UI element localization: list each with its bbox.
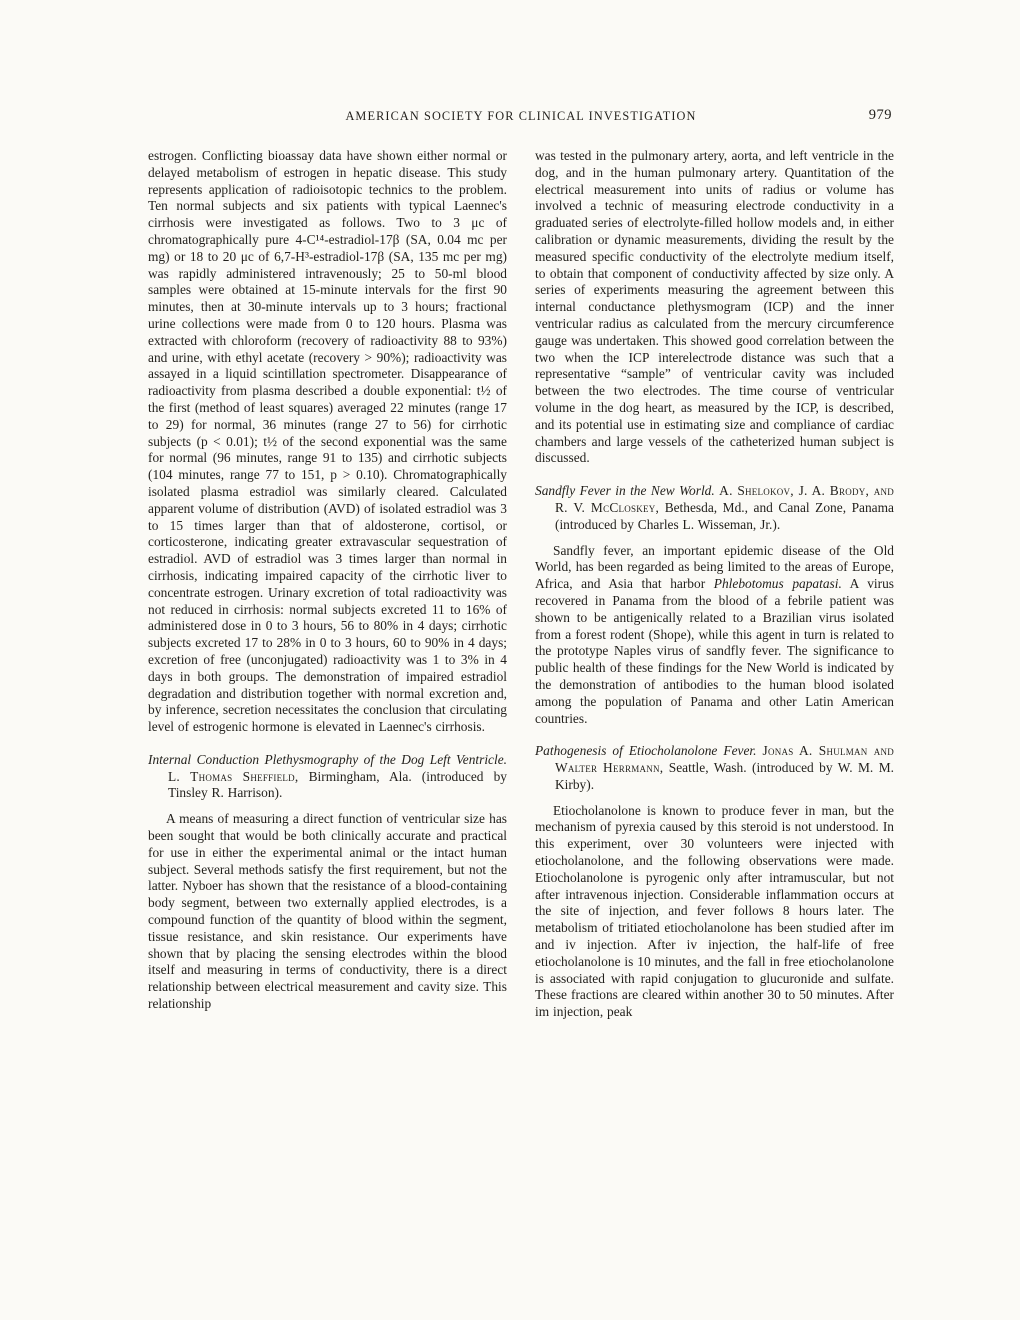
abstract-title: Internal Conduction Plethysmography of the Dog Left Ventricle.: [148, 751, 507, 767]
abstract-heading-sandfly: [535, 483, 894, 533]
abstract-continuation-estrogen: estrogen. Conflicting bioassay data have shown either normal or delayed metabolism of estrogen in hepatic disease. This study represents application of radioisotopic technics to the problem. Ten normal subjects and six patients with typical Laennec's cirrhosis were investigated as follows. Two to 3 μc of chromatographically pure 4-C¹⁴-estradiol-17β (SA, 0.04 mc per mg) or 18 to 20 μc of 6,7-H³-estradiol-17β (SA, 135 mc per mg) was rapidly administered intravenously; 25 to 50-ml blood samples were obtained at 15-minute intervals for the first 90 minutes, then at 30-minute intervals up to 3 hours; fractional urine collections were made from 0 to 120 hours. Plasma was extracted with chloroform (recovery of radioactivity 88 to 93%) and urine, with ethyl acetate (recovery > 90%); radioactivity was assayed in a liquid scintillation spectrometer. Disappearance of radioactivity from plasma described a double exponential: t½ of the first (method of least squares) averaged 22 minutes (range 17 to 29) for normal, 36 minutes (range 27 to 56) for cirrhotic subjects (p < 0.01); t½ of the second exponential was the same for normal (96 minutes, range 91 to 135) and cirrhotic subjects (104 minutes, range 77 to 151, p > 0.10). Chromatographically isolated plasma estradiol was similarly cleared. Calculated apparent volume of distribution (AVD) of isolated estradiol was 3 to 15 times larger than that of aldosterone, cortisol, or corticosterone, indicating greater extravascular sequestration of estradiol. AVD of estradiol was 3 times larger than normal in cirrhosis, indicating impaired capacity of the cirrhotic liver to concentrate estrogen. Urinary excretion of total radioactivity was not reduced in cirrhosis: normal subjects excreted 11 to 16% of administered dose in 0 to 3 hours, 56 to 80% in 4 days; cirrhotic subjects excreted 17 to 28% in 0 to 3 hours, 60 to 90% in 4 days; excretion of free (unconjugated) radioactivity was 1 to 3% in 4 days in both groups. The demonstration of impaired estradiol degradation and distribution together with normal excretion and, by inference, secretion necessitates the conclusion that circulating level of estrogenic hormone is elevated in Laennec's cirrhosis.: [148, 148, 507, 735]
left-column: [148, 148, 507, 1021]
abstract-continuation-plethysmography: was tested in the pulmonary artery, aorta, and left ventricle in the dog, and in the human pulmonary artery. Quantitation of the electrical measurement into units of radius or volume has involved a technic of measuring electrode conductivity in a graduated series of electrolyte-filled hollow models and, in either calibration or dynamic measurements, dividing the result by the measured specific conductivity of the electrolyte medium itself, to obtain that component of conductivity affected by size only. A series of experiments measuring the agreement between this internal conductance plethysmogram (ICP) and the inner ventricular radius as calculated from the mercury circumference gauge was undertaken. This showed good correlation between the two when the ICP interelectrode distance was such that a representative “sample” of ventricular cavity was included between the two electrodes. The time course of ventricular volume in the dog heart, as measured by the ICP, is described, and its potential use in estimating size and compliance of cardiac chambers and large vessels of the catheterized human subject is discussed.: [535, 148, 894, 466]
sandfly-body-text-after: A virus recovered in Panama from the blood of a febrile patient was shown to be antigenically related to a Brazilian virus isolated from a forest rodent (Shope), while this agent in turn is related to the prototype Naples virus of sandfly fever. The significance to public health of these findings for the New World is indicated by the demonstration of antibodies to the human blood isolated among the population of Panama and other Latin American countries.: [535, 576, 894, 726]
abstract-affiliation: Bethesda, Md., and Canal Zone, Panama (introduced by Charles L. Wisseman, Jr.).: [555, 499, 894, 532]
abstract-title: Sandfly Fever in the New World.: [535, 483, 715, 499]
species-name-italic: Phlebotomus papatasi.: [713, 576, 842, 592]
abstract-heading-etiocholanolone: [535, 743, 894, 793]
abstract-authors: A. Shelokov, J. A. Brody, and R. V. McCloskey,: [555, 483, 894, 515]
page-content: [148, 108, 894, 1021]
abstract-title: Pathogenesis of Etiocholanolone Fever.: [535, 743, 757, 759]
two-column-text: [148, 148, 894, 1021]
page-number: 979: [868, 107, 892, 123]
abstract-authors: L. Thomas Sheffield,: [168, 768, 299, 784]
abstract-body-sandfly: [535, 543, 894, 728]
right-column: [535, 148, 894, 1021]
abstract-heading-plethysmography: [148, 752, 507, 802]
abstract-body-etiocholanolone: Etiocholanolone is known to produce fever in man, but the mechanism of pyrexia caused by this steroid is not understood. In this experiment, over 30 volunteers were injected with etiocholanolone, and the following observations were made. Etiocholanolone is pyrogenic only after intramuscular, but not after intravenous injection. Considerable inflammation occurs at the site of injection, and fever follows 8 hours later. The metabolism of tritiated etiocholanolone has been studied after im and iv injection. After iv injection, the half-life of free etiocholanolone is 10 minutes, and the fall in free etiocholanolone is associated with rapid conjugation to glucuronide and sulfate. These fractions are cleared within another 30 to 50 minutes. After im injection, peak: [535, 802, 894, 1020]
running-head: [148, 108, 894, 124]
sandfly-body-text-before: Sandfly fever, an important epidemic disease of the Old World, has been regarded as being limited to the areas of Europe, Africa, and Asia that harbor: [535, 542, 894, 592]
abstract-affiliation: Birmingham, Ala. (introduced by Tinsley R. Harrison).: [168, 768, 507, 801]
abstract-body-plethysmography: A means of measuring a direct function of ventricular size has been sought that would be both clinically accurate and practical for use in either the experimental animal or the intact human subject. Several methods satisfy the first requirement, but not the latter. Nyboer has shown that the resistance of a blood-containing body segment, between two externally applied electrodes, is a compound function of the quantity of blood within the segment, tissue resistance, and skin resistance. Our experiments have shown that by placing the sensing electrodes within the blood itself and measuring in terms of conductivity, there is a direct relationship between electrical measurement and cavity size. This relationship: [148, 811, 507, 1012]
abstract-authors: Jonas A. Shulman and Walter Herrmann,: [555, 743, 894, 776]
journal-running-title: AMERICAN SOCIETY FOR CLINICAL INVESTIGATION: [345, 109, 697, 123]
abstract-affiliation: Seattle, Wash. (introduced by W. M. M. Kirby).: [555, 760, 894, 792]
